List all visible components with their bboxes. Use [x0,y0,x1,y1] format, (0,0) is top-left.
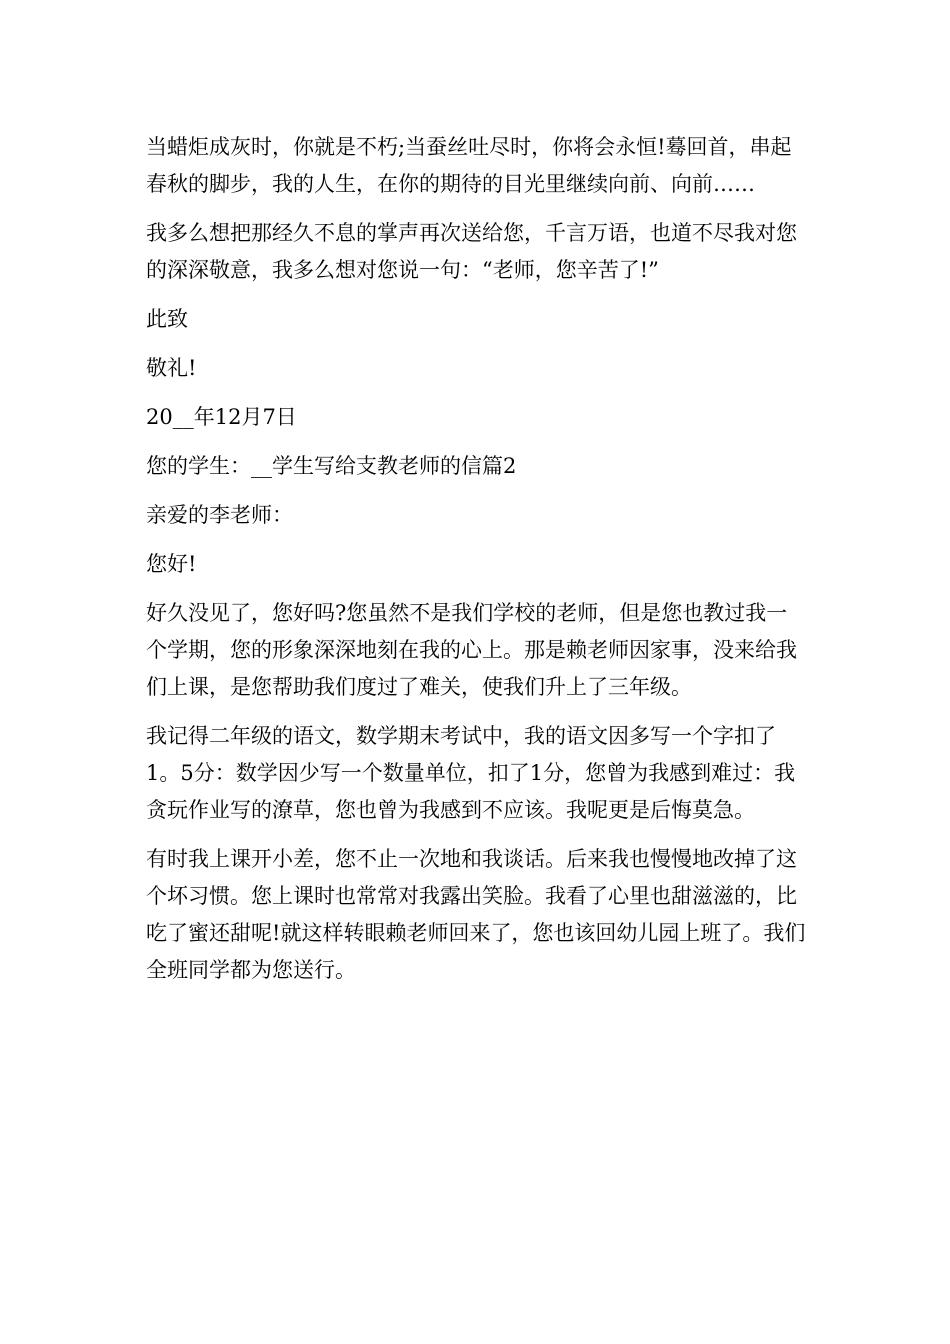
paragraph-gratitude: 我多么想把那经久不息的掌声再次送给您，千言万语，也道不尽我对您的深深敬意，我多么想对您说一句：“老师，您辛苦了!” [146,221,797,282]
closing-regards: 敬礼! [146,356,197,380]
greeting-recipient: 亲爱的李老师： [146,503,293,527]
closing-salutation: 此致 [146,307,188,331]
paragraph-long-time: 好久没见了，您好吗?您虽然不是我们学校的老师，但是您也教过我一个学期，您的形象深深地刻在我的心上。那是赖老师因家事，没来给我们上课，是您帮助我们度过了难关，使我们升上了三年级。 [146,601,797,699]
letter-date: 20__年12月7日 [146,405,297,429]
paragraph-exam: 我记得二年级的语文，数学期末考试中，我的语文因多写一个字扣了1。5分：数学因少写一个数量单位，扣了1分，您曾为我感到难过：我贪玩作业写的潦草，您也曾为我感到不应该。我呢更是后悔莫急。 [146,724,796,822]
paragraph-habit: 有时我上课开小差，您不止一次地和我谈话。后来我也慢慢地改掉了这个坏习惯。您上课时也常常对我露出笑脸。我看了心里也甜滋滋的，比吃了蜜还甜呢!就这样转眼赖老师回来了，您也该回幼儿园上班了。我们全班同学都为您送行。 [146,847,806,982]
greeting-hello: 您好! [146,552,197,576]
letter-body [146,129,808,1001]
signature-and-next-title: 您的学生：__学生写给支教老师的信篇2 [146,454,517,478]
paragraph-candle: 当蜡炬成灰时，你就是不朽;当蚕丝吐尽时，你将会永恒!蓦回首，串起春秋的脚步，我的人生，在你的期待的目光里继续向前、向前…… [146,135,792,196]
